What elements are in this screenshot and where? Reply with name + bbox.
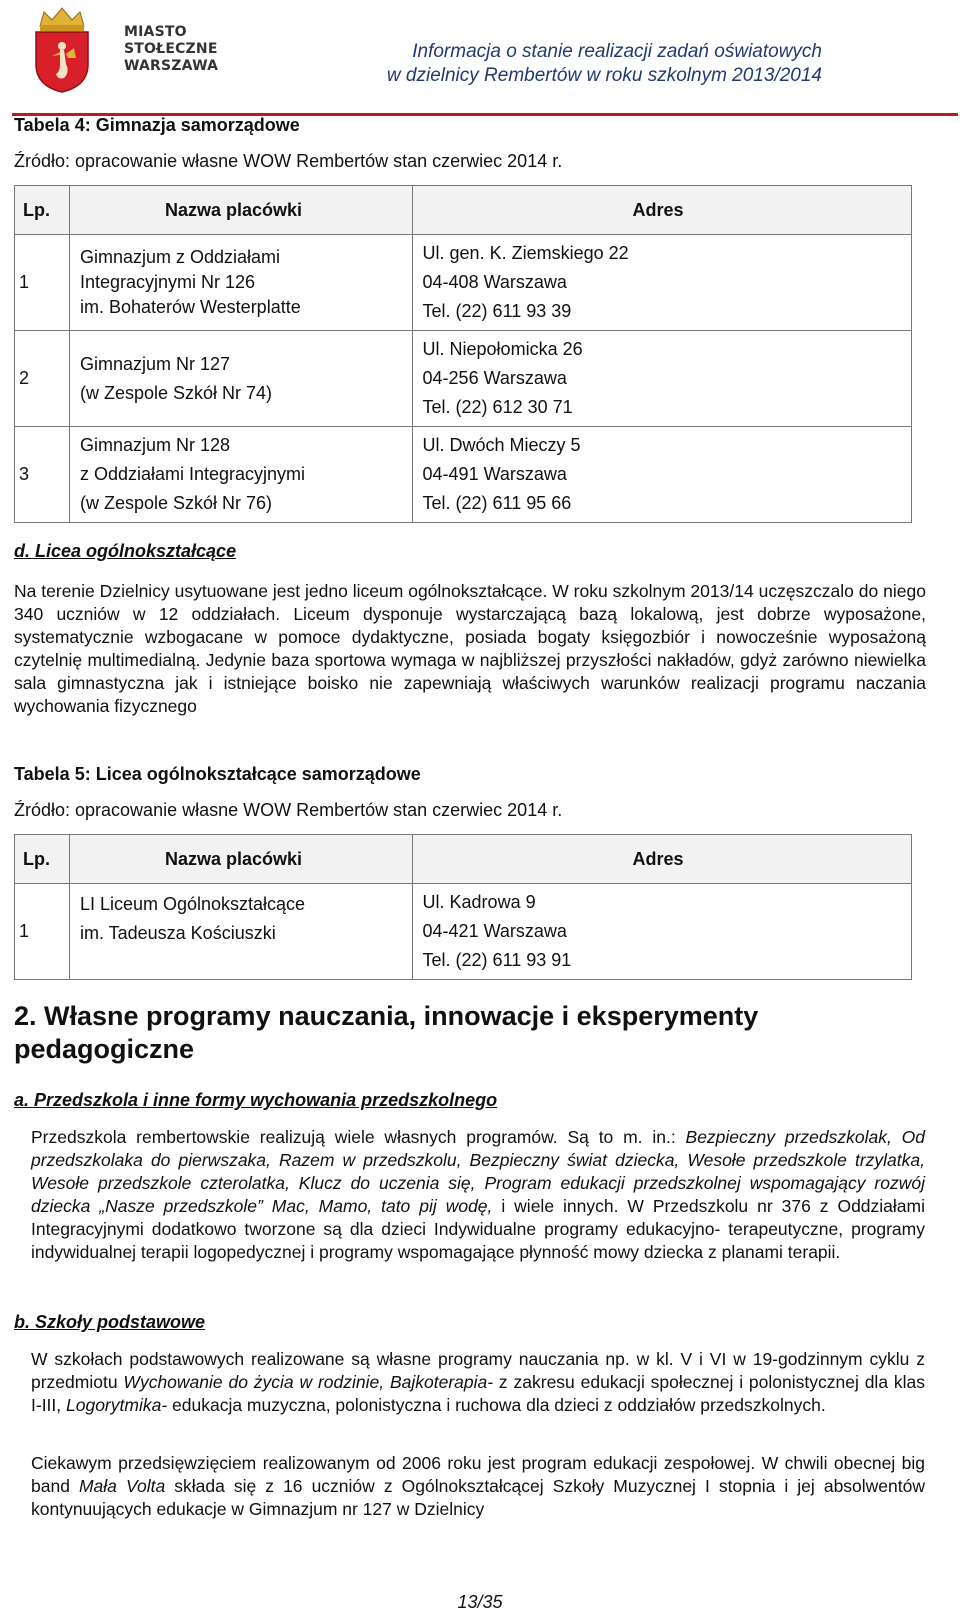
table4-caption: Tabela 4: Gimnazja samorządowe <box>14 115 300 135</box>
page-number: 13/35 <box>457 1592 503 1612</box>
column-header-name: Nazwa placówki <box>69 835 412 884</box>
row-lp: 2 <box>15 331 70 427</box>
row-name: Gimnazjum z Oddziałami Integracyjnymi Nr 126 im. Bohaterów Westerplatte <box>69 235 412 331</box>
section-2b-paragraph-1: W szkołach podstawowych realizowane są własne programy nauczania np. w kl. V i VI w 19-godzinnym cyklu z przedmiotu Wychowanie do życia w rodzinie, Bajkoterapia- z zakresu edukacji społecznej i polonistycznej dla klas I-III, Logorytmika- edukacja muzyczna, polonistyczna i ruchowa dla dzieci z oddziałów przedszkolnych. <box>31 1349 926 1415</box>
row-lp: 1 <box>15 884 70 980</box>
table4 <box>14 185 912 523</box>
table5-source: Źródło: opracowanie własne WOW Rembertów stan czerwiec 2014 r. <box>14 800 563 820</box>
row-lp: 1 <box>15 235 70 331</box>
row-address: Ul. gen. K. Ziemskiego 22 04-408 Warszawa Tel. (22) 611 93 39 <box>412 235 911 331</box>
section-2a-paragraph: Przedszkola rembertowskie realizują wiele własnych programów. Są to m. in.: Bezpieczny przedszkolak, Od przedszkolaka do pierwszaka, Razem w przedszkolu, Bezpieczny świat dziecka, Wesołe przedszkole trzylatka, Wesołe przedszkole czterolatka, Klucz do uczenia się, Program edukacji przedszkolnej wspomagający rozwój dziecka „Nasze przedszkole” Mac, Mamo, tato pij wodę, i wiele innych. W Przedszkolu nr 376 z Oddziałami Integracyjnymi dodatkowo tworzone są dla dzieci Indywidualne programy edukacyjno- terapeutyczne, programy indywidualnej terapii logopedycznej i programy wspomagające płynność mowy dziecka z planami terapii. <box>31 1127 925 1262</box>
column-header-lp: Lp. <box>15 835 70 884</box>
document-header-title <box>387 40 822 88</box>
column-header-lp: Lp. <box>15 186 70 235</box>
logo-wordmark: MIASTO STOŁECZNE WARSZAWA <box>124 24 219 74</box>
section-d-title: d. Licea ogólnokształcące <box>14 541 237 561</box>
table-row <box>15 427 912 523</box>
table5-caption: Tabela 5: Licea ogólnokształcące samorządowe <box>14 764 421 784</box>
section-2a-title: a. Przedszkola i inne formy wychowania przedszkolnego <box>14 1090 498 1110</box>
table4-source: Źródło: opracowanie własne WOW Rembertów stan czerwiec 2014 r. <box>14 151 563 171</box>
table-row <box>15 884 912 980</box>
column-header-address: Adres <box>412 186 911 235</box>
page-header <box>0 0 960 120</box>
section-2b-paragraph-2: Ciekawym przedsięwzięciem realizowanym od 2006 roku jest program edukacji zespołowej. W chwili obecnej big band Mała Volta składa się z 16 uczniów z Ogólnokształcącej Szkoły Muzycznej I stopnia i jej absolwentów kontynuujących edukacje w Gimnazjum nr 127 w Dzielnicy <box>31 1453 926 1519</box>
row-address: Ul. Kadrowa 9 04-421 Warszawa Tel. (22) 611 93 91 <box>412 884 911 980</box>
row-address: Ul. Dwóch Mieczy 5 04-491 Warszawa Tel. (22) 611 95 66 <box>412 427 911 523</box>
header-title-line1: Informacja o stanie realizacji zadań oświatowych <box>412 41 822 62</box>
column-header-address: Adres <box>412 835 911 884</box>
warsaw-coat-of-arms-icon <box>30 6 94 99</box>
row-address: Ul. Niepołomicka 26 04-256 Warszawa Tel. (22) 612 30 71 <box>412 331 911 427</box>
table-header-row <box>15 835 912 884</box>
table-header-row <box>15 186 912 235</box>
table-row <box>15 235 912 331</box>
table-row <box>15 331 912 427</box>
section-2-heading: 2. Własne programy nauczania, innowacje i eksperymenty pedagogiczne <box>14 1001 759 1064</box>
section-d-paragraph: Na terenie Dzielnicy usytuowane jest jedno liceum ogólnokształcące. W roku szkolnym 2013/14 uczęszczalo do niego 340 uczniów w 12 oddziałach. Liceum dysponuje wystarczającą bazą lokalową, jest dobrze wyposażone, systematycznie wzbogacane w pomoce dydaktyczne, posiada bogaty księgozbiór i nowocześnie wyposażoną czytelnię multimedialną. Jedynie baza sportowa wymaga w najbliższej przyszłości nakładów, gdyż zarówno niewielka sala gimnastyczna jak i istniejące boisko nie zapewniają właściwych warunków realizacji programu naczania wychowania fizycznego <box>14 581 926 716</box>
row-lp: 3 <box>15 427 70 523</box>
section-2b-title: b. Szkoły podstawowe <box>14 1312 206 1332</box>
header-title-line2: w dzielnicy Rembertów w roku szkolnym 2013/2014 <box>386 65 822 86</box>
table5 <box>14 834 912 980</box>
row-name: LI Liceum Ogólnokształcące im. Tadeusza Kościuszki <box>69 884 412 980</box>
column-header-name: Nazwa placówki <box>69 186 412 235</box>
row-name: Gimnazjum Nr 128 z Oddziałami Integracyjnymi (w Zespole Szkół Nr 76) <box>69 427 412 523</box>
row-name: Gimnazjum Nr 127 (w Zespole Szkół Nr 74) <box>69 331 412 427</box>
